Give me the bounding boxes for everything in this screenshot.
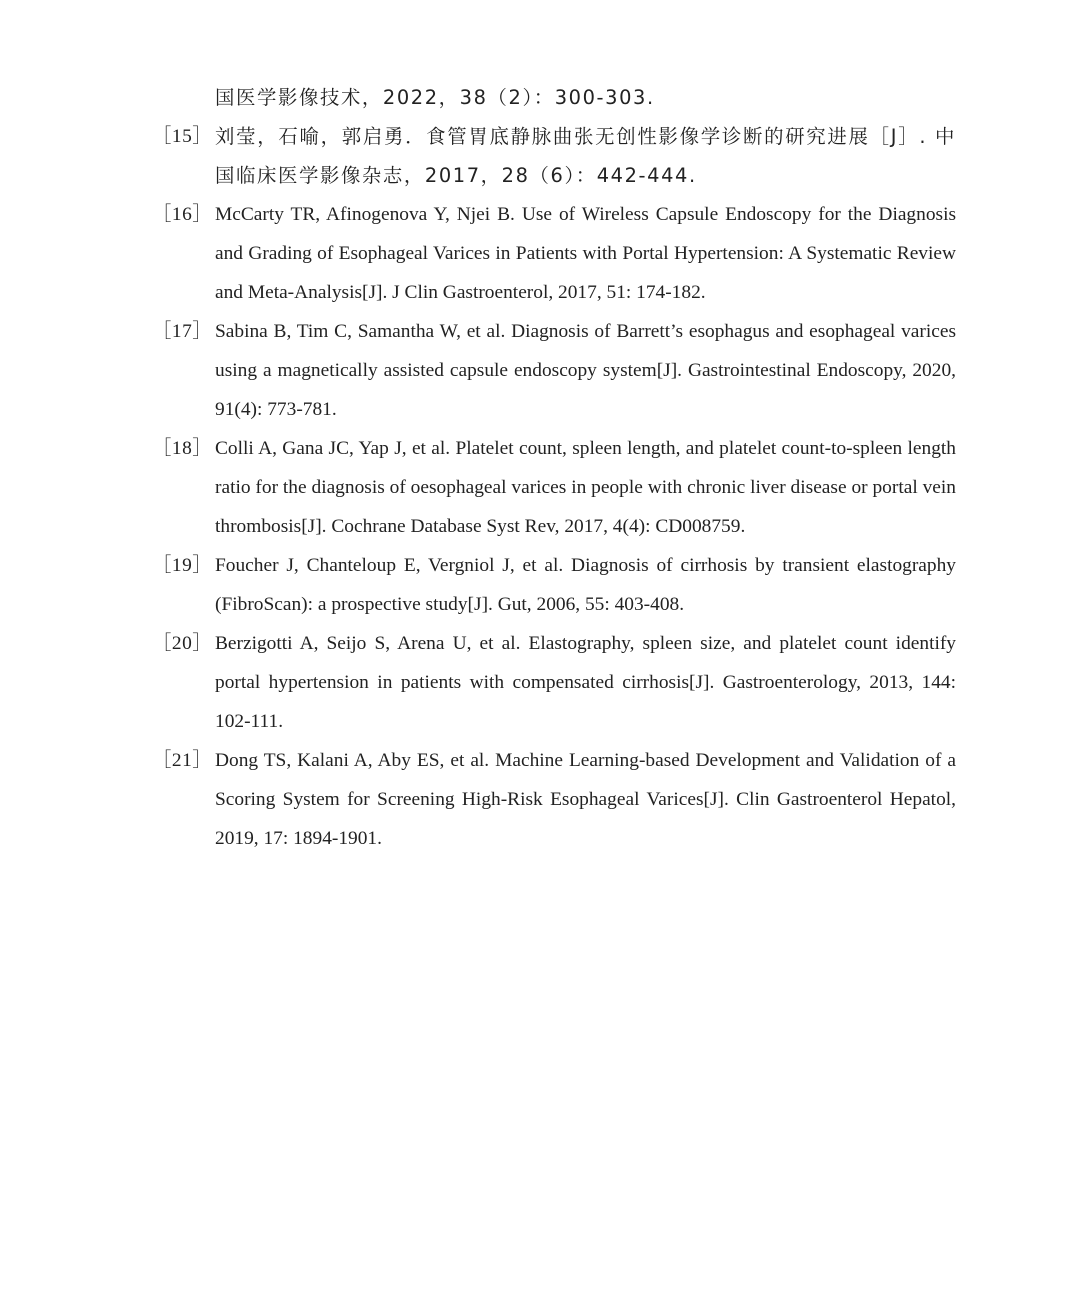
- reference-item-16: [152, 195, 956, 312]
- reference-text: Colli A, Gana JC, Yap J, et al. Platelet count, spleen length, and platelet count-to-spleen length ratio for the diagnosis of oesophageal varices in people with chronic liver disease or portal vein thrombosis[J]. Cochrane Database Syst Rev, 2017, 4(4): CD008759.: [215, 438, 956, 537]
- reference-number: ［16］: [152, 204, 213, 225]
- reference-continuation: [152, 78, 956, 117]
- reference-number: ［19］: [152, 555, 213, 576]
- reference-text: 刘莹，石喻，郭启勇．食管胃底静脉曲张无创性影像学诊断的研究进展［J］. 中国临床医学影像杂志，2017，28（6）：442-444.: [215, 125, 956, 187]
- reference-text: Sabina B, Tim C, Samantha W, et al. Diagnosis of Barrett’s esophagus and esophageal varices using a magnetically assisted capsule endoscopy system[J]. Gastrointestinal Endoscopy, 2020, 91(4): 773-781.: [215, 321, 956, 420]
- reference-item-15: [152, 117, 956, 195]
- reference-text: McCarty TR, Afinogenova Y, Njei B. Use of Wireless Capsule Endoscopy for the Diagnosis and Grading of Esophageal Varices in Patients with Portal Hypertension: A Systematic Review and Meta-Analysis[J]. J Clin Gastroenterol, 2017, 51: 174-182.: [215, 204, 956, 303]
- reference-number: ［21］: [152, 750, 213, 771]
- reference-item-20: [152, 624, 956, 741]
- reference-text: Foucher J, Chanteloup E, Vergniol J, et al. Diagnosis of cirrhosis by transient elastography (FibroScan): a prospective study[J]. Gut, 2006, 55: 403-408.: [215, 555, 956, 615]
- reference-text: Berzigotti A, Seijo S, Arena U, et al. Elastography, spleen size, and platelet count identify portal hypertension in patients with compensated cirrhosis[J]. Gastroenterology, 2013, 144: 102-111.: [215, 633, 956, 732]
- reference-number: ［17］: [152, 321, 213, 342]
- reference-item-19: [152, 546, 956, 624]
- reference-list: [152, 78, 956, 858]
- reference-text: 国医学影像技术，2022，38（2）：300-303.: [215, 86, 655, 109]
- reference-text: Dong TS, Kalani A, Aby ES, et al. Machine Learning-based Development and Validation of a Scoring System for Screening High-Risk Esophageal Varices[J]. Clin Gastroenterol Hepatol, 2019, 17: 1894-1901.: [215, 750, 956, 849]
- reference-item-21: [152, 741, 956, 858]
- reference-number: ［18］: [152, 438, 213, 459]
- reference-number: ［15］: [152, 126, 213, 147]
- reference-number: ［20］: [152, 633, 213, 654]
- reference-item-17: [152, 312, 956, 429]
- reference-item-18: [152, 429, 956, 546]
